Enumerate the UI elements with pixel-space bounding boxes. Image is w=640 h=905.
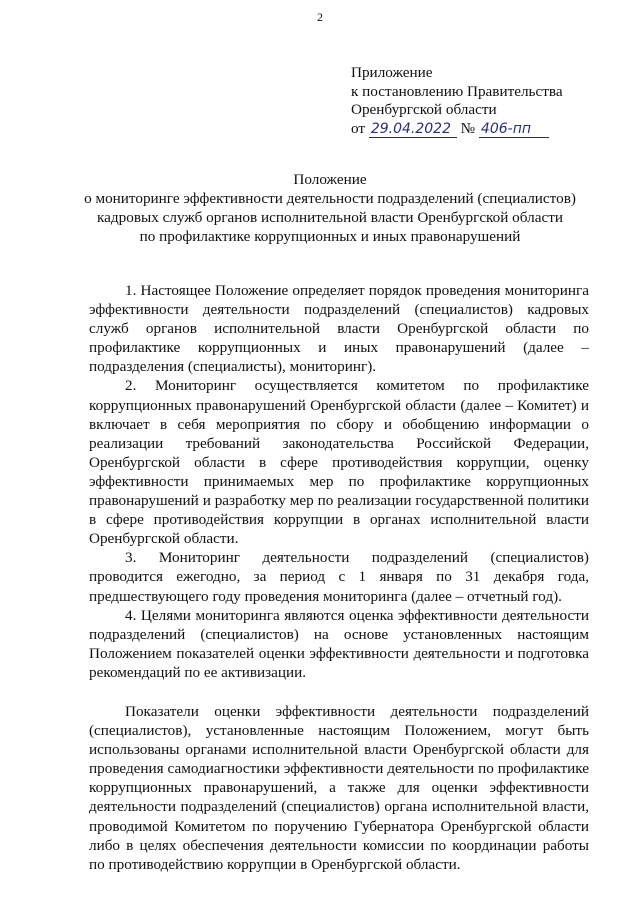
paragraph-5: Показатели оценки эффективности деятельности подразделений (специалистов), установленные настоящим Положением, могут быть использованы органами исполнительной власти Оренбургской области для проведения самодиагностики эффективности деятельности по профилактике коррупционных правонарушений, а также для оценки эффективности деятельности подразделений (специалистов) органа исполнительной власти, проводимой Комитетом по поручению Губернатора Оренбургской области либо в целях обеспечения деятельности комиссии по координации работы по противодействию коррупции в Оренбургской области. [89,702,589,873]
annex-title: Приложение [351,64,433,81]
annex-date-number [351,120,611,139]
title-line-2: о мониторинге эффективности деятельности подразделений (специалистов) [84,190,576,207]
title-line-1: Положение [293,171,367,188]
annex-from-label: от [351,119,366,137]
document-body [89,281,589,874]
paragraph-2: 2. Мониторинг осуществляется комитетом по профилактике коррупционных правонарушений Оренбургской области (далее – Комитет) и включает в себя мероприятия по сбору и обобщению информации о реализации требований законодательства Российской Федерации, Оренбургской области в сфере противодействия коррупции, оценку эффективности принимаемых мер по профилактике коррупционных правонарушений и разработку мер по реализации государственной политики в сфере противодействия коррупции в органах исполнительной власти Оренбургской области. [89,377,589,548]
annex-block [351,64,611,138]
title-line-4: по профилактике коррупционных и иных правонарушений [139,228,521,245]
paragraph-4: 4. Целями мониторинга являются оценка эффективности деятельности подразделений (специалистов) на основе установленных настоящим Положением показателей оценки эффективности деятельности и подготовка рекомендаций по ее активизации. [89,606,589,681]
document-title [60,170,600,246]
annex-number-label: № [460,119,476,137]
title-line-3: кадровых служб органов исполнительной власти Оренбургской области [97,209,563,226]
paragraph-3: 3. Мониторинг деятельности подразделений (специалистов) проводится ежегодно, за период с 1 января по 31 декабря года, предшествующего году проведения мониторинга (далее – отчетный год). [89,549,589,605]
paragraph-1: 1. Настоящее Положение определяет порядок проведения мониторинга эффективности деятельности подразделений (специалистов) кадровых служб органов исполнительной власти Оренбургской области по профилактике коррупционных и иных правонарушений (далее – подразделения (специалисты), мониторинг). [89,282,589,376]
annex-date-handwritten: 29.04.2022 [369,121,457,138]
annex-reference: к постановлению Правительства [351,82,563,100]
annex-number-handwritten: 406-пп [479,121,549,138]
annex-region: Оренбургской области [351,101,497,118]
page-number: 2 [317,10,323,24]
